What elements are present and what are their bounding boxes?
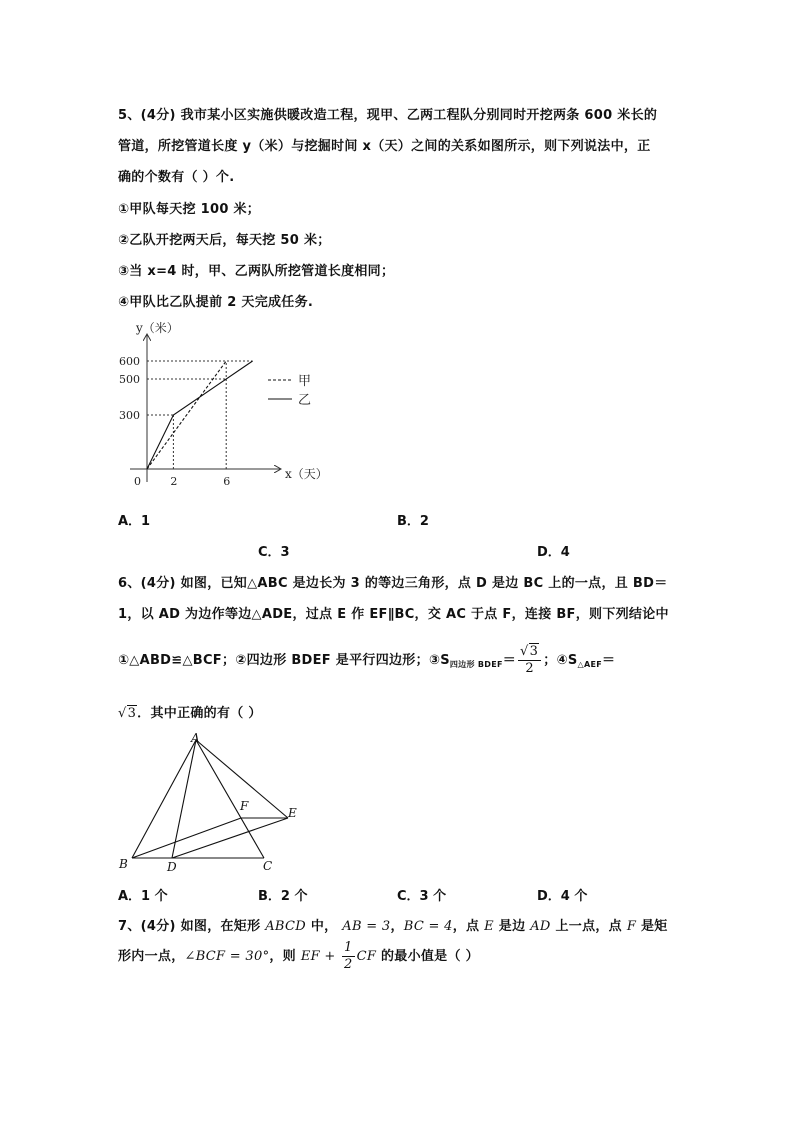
q5-option-a[interactable]: A．1 <box>118 514 151 529</box>
q7-text-4: ，点 <box>452 919 485 934</box>
q5-line-2: 管道，所挖管道长度 y（米）与挖掘时间 x（天）之间的关系如图所示，则下列说法中，正 <box>118 139 651 154</box>
q5-statement-1: ①甲队每天挖 100 米； <box>118 202 261 217</box>
q7-text-2: 中， <box>306 919 343 934</box>
q6-line-2: 1，以 AD 为边作等边△ADE，过点 E 作 EF∥BC，交 AC 于点 F，连接 BF，则下列结论中 <box>118 607 669 622</box>
q6-statements-part2: ；④S <box>543 653 578 668</box>
x-tick-label-2: 2 <box>170 475 178 488</box>
q7-ab-value: AB = 3 <box>342 919 391 934</box>
q6-fraction-denominator: 2 <box>525 661 534 676</box>
q7-text-8: 形内一点， <box>118 949 185 964</box>
q6-area-subscript-1: 四边形 BDEF <box>449 660 503 669</box>
q7-point-f: F <box>626 919 637 934</box>
q5-line-chart <box>110 312 350 492</box>
q7-text-9: ，则 <box>269 949 301 964</box>
q7-text-7: 是矩 <box>636 919 668 934</box>
q7-text-10: 的最小值是（ ） <box>376 949 479 964</box>
q6-option-c[interactable]: C．3 个 <box>397 889 447 904</box>
q7-text-1: 7、(4分) 如图，在矩形 <box>118 919 266 934</box>
q7-text-6: 上一点，点 <box>550 919 627 934</box>
y-tick-label-500: 500 <box>119 373 140 386</box>
q7-line-1 <box>118 915 668 934</box>
y-tick-label-600: 600 <box>119 355 140 368</box>
segment-BF <box>132 818 241 858</box>
q7-fraction-numerator: 1 <box>344 940 353 955</box>
q5-statement-2: ②乙队开挖两天后，每天挖 50 米； <box>118 233 331 248</box>
q6-option-a[interactable]: A．1 个 <box>118 889 168 904</box>
q5-option-c[interactable]: C．3 <box>258 545 290 560</box>
q7-bc-value: BC = 4 <box>403 919 453 934</box>
legend-label-yi: 乙 <box>298 393 312 408</box>
q6-area-subscript-2: △AEF <box>577 660 602 669</box>
legend-label-jia: 甲 <box>298 374 312 389</box>
q7-line-2 <box>118 940 479 974</box>
q7-angle: ∠BCF = 30° <box>184 949 270 964</box>
y-tick-label-300: 300 <box>119 409 140 422</box>
q7-rect-name: ABCD <box>265 919 306 934</box>
x-axis-label: x（天） <box>285 467 328 481</box>
q7-plus: + <box>319 949 340 964</box>
point-label-D: D <box>167 860 177 874</box>
segment-AC <box>196 740 264 858</box>
point-label-E: E <box>288 806 297 820</box>
point-label-A: A <box>191 731 200 745</box>
series-line-yi <box>147 361 253 469</box>
q5-statement-3: ③当 x=4 时，甲、乙两队所挖管道长度相同； <box>118 264 395 279</box>
q6-fraction-numerator: √3 <box>518 644 541 661</box>
q5-line-1: 5、(4分) 我市某小区实施供暖改造工程，现甲、乙两工程队分别同时开挖两条 600 米长的 <box>118 108 658 123</box>
q6-option-b[interactable]: B．2 个 <box>258 889 308 904</box>
q7-text-5: 是边 <box>493 919 531 934</box>
q6-option-d[interactable]: D．4 个 <box>537 889 588 904</box>
q5-statement-4: ④甲队比乙队提前 2 天完成任务. <box>118 295 314 310</box>
origin-label: 0 <box>134 475 141 488</box>
q5-line-3: 确的个数有（ ）个. <box>118 170 235 185</box>
q6-line-1: 6、(4分) 如图，已知△ABC 是边长为 3 的等边三角形，点 D 是边 BC 上的一点，且 BD＝ <box>118 576 668 591</box>
q7-fraction-denominator: 2 <box>344 957 353 972</box>
q5-option-b[interactable]: B．2 <box>397 514 429 529</box>
series-line-jia <box>147 361 226 469</box>
segment-DE <box>172 818 288 858</box>
q7-text-3: ， <box>390 919 404 934</box>
segment-AB <box>132 740 196 858</box>
point-label-B: B <box>119 857 128 871</box>
q6-equals-2: ＝ <box>601 653 616 668</box>
q6-statements <box>118 644 615 682</box>
q6-statements-part1: ①△ABD≌△BCF；②四边形 BDEF 是平行四边形；③S <box>118 653 450 668</box>
q7-point-e: E <box>484 919 494 934</box>
q6-fraction <box>518 644 541 677</box>
point-label-F: F <box>240 799 249 813</box>
segment-AD <box>172 740 196 858</box>
q6-line-4-text: ．其中正确的有（ ） <box>137 706 262 721</box>
q6-sqrt-3: √3 <box>118 706 137 721</box>
q6-equals-1: ＝ <box>502 653 517 668</box>
q6-line-4 <box>118 702 262 721</box>
y-axis-label: y（米） <box>136 321 179 335</box>
q7-ef: EF <box>300 949 320 964</box>
q7-fraction <box>342 940 355 973</box>
q6-triangle-figure <box>110 728 310 878</box>
q7-side-ad: AD <box>530 919 551 934</box>
q5-option-d[interactable]: D．4 <box>537 545 570 560</box>
point-label-C: C <box>263 859 273 873</box>
x-tick-label-6: 6 <box>223 475 231 488</box>
q7-cf: CF <box>356 949 377 964</box>
